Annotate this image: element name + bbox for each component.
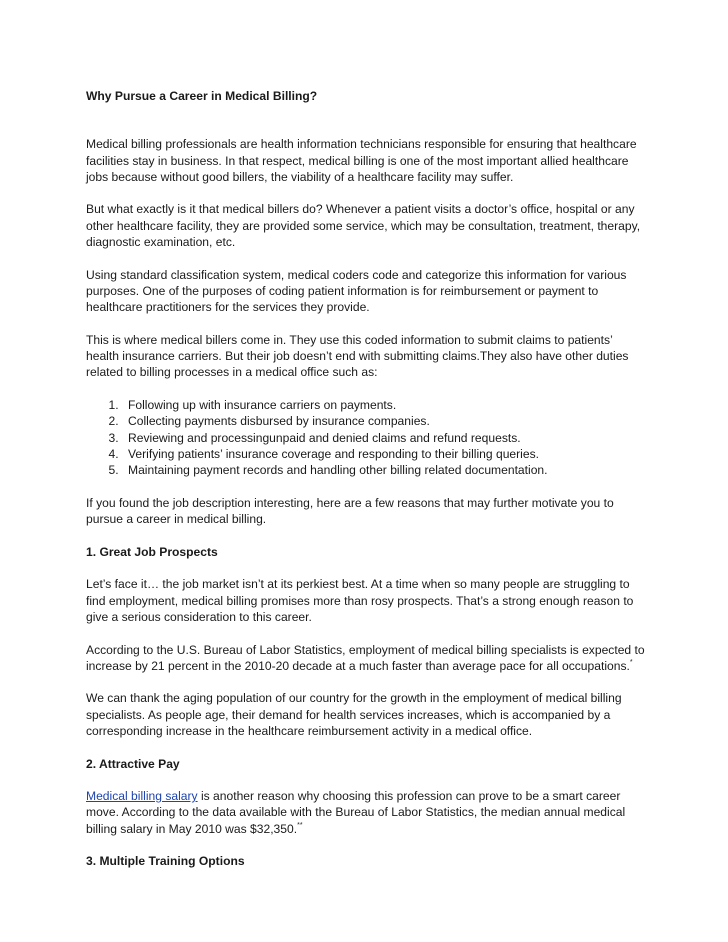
intro-paragraph-1: Medical billing professionals are health information technicians responsible for ensuring that healthcare facilities stay in business. In that respect, medical billing is one of the most important allied healthcare jobs because without good billers, the viability of a healthcare facility may suffer. [86,137,637,184]
job-prospects-paragraph-3: We can thank the aging population of our country for the growth in the employment of medical billing specialists. As people age, their demand for health services increases, which is accompanied by a corresponding increase in the healthcare reimbursement activity in a medical office. [86,691,622,738]
job-prospects-paragraph-2-text: According to the U.S. Bureau of Labor Statistics, employment of medical billing specialists is expected to increase by 21 percent in the 2010-20 decade at a much faster than average pace for all occupations. [86,642,645,673]
medical-billing-salary-link[interactable]: Medical billing salary [86,789,198,804]
intro-paragraph-2: But what exactly is it that medical billers do? Whenever a patient visits a doctor’s office, hospital or any other healthcare facility, they are provided some service, which may be consultation, treatment, therapy, diagnostic examination, etc. [86,202,641,250]
duty-item: 2. Collecting payments disbursed by insurance companies. [122,413,646,429]
attractive-pay-paragraph-text: is another reason why choosing this profession can prove to be a smart career move. According to the data available with the Bureau of Labor Statistics, the median annual medical billing salary in May 2010 was $32,350. [86,789,626,836]
section-heading-training-options: 3. Multiple Training Options [86,854,245,869]
intro-paragraph-4: This is where medical billers come in. They use this coded information to submit claims to patients’ health insurance carriers. But their job doesn’t end with submitting claims.They also have other duties related to billing processes in a medical office such as: [86,332,629,380]
footnote-marker: ** [297,821,303,829]
duty-item: 5. Maintaining payment records and handling other billing related documentation. [122,462,646,478]
document-body [86,88,646,870]
section-heading-attractive-pay: 2. Attractive Pay [86,756,180,771]
intro-paragraph-3: Using standard classification system, medical coders code and categorize this information for various purposes. One of the purposes of coding patient information is for reimbursement or payment to healthcare practitioners for the services they provide. [86,267,627,315]
duties-list [86,397,646,478]
job-prospects-paragraph-1: Let’s face it… the job market isn’t at its perkiest best. At a time when so many people are struggling to find employment, medical billing promises more than rosy prospects. That’s a strong enough reason to give a serious consideration to this career. [86,577,634,624]
section-heading-job-prospects: 1. Great Job Prospects [86,544,218,559]
duty-item: 3. Reviewing and processingunpaid and denied claims and refund requests. [122,430,646,446]
job-prospects-paragraph-2 [86,642,646,675]
transition-paragraph: If you found the job description interesting, here are a few reasons that may further motivate you to pursue a career in medical billing. [86,495,614,527]
duty-item: 4. Verifying patients’ insurance coverage and responding to their billing queries. [122,446,646,462]
document-title: Why Pursue a Career in Medical Billing? [86,89,318,103]
attractive-pay-paragraph [86,788,646,837]
duty-item: 1. Following up with insurance carriers on payments. [122,397,646,413]
footnote-marker: * [629,658,633,666]
